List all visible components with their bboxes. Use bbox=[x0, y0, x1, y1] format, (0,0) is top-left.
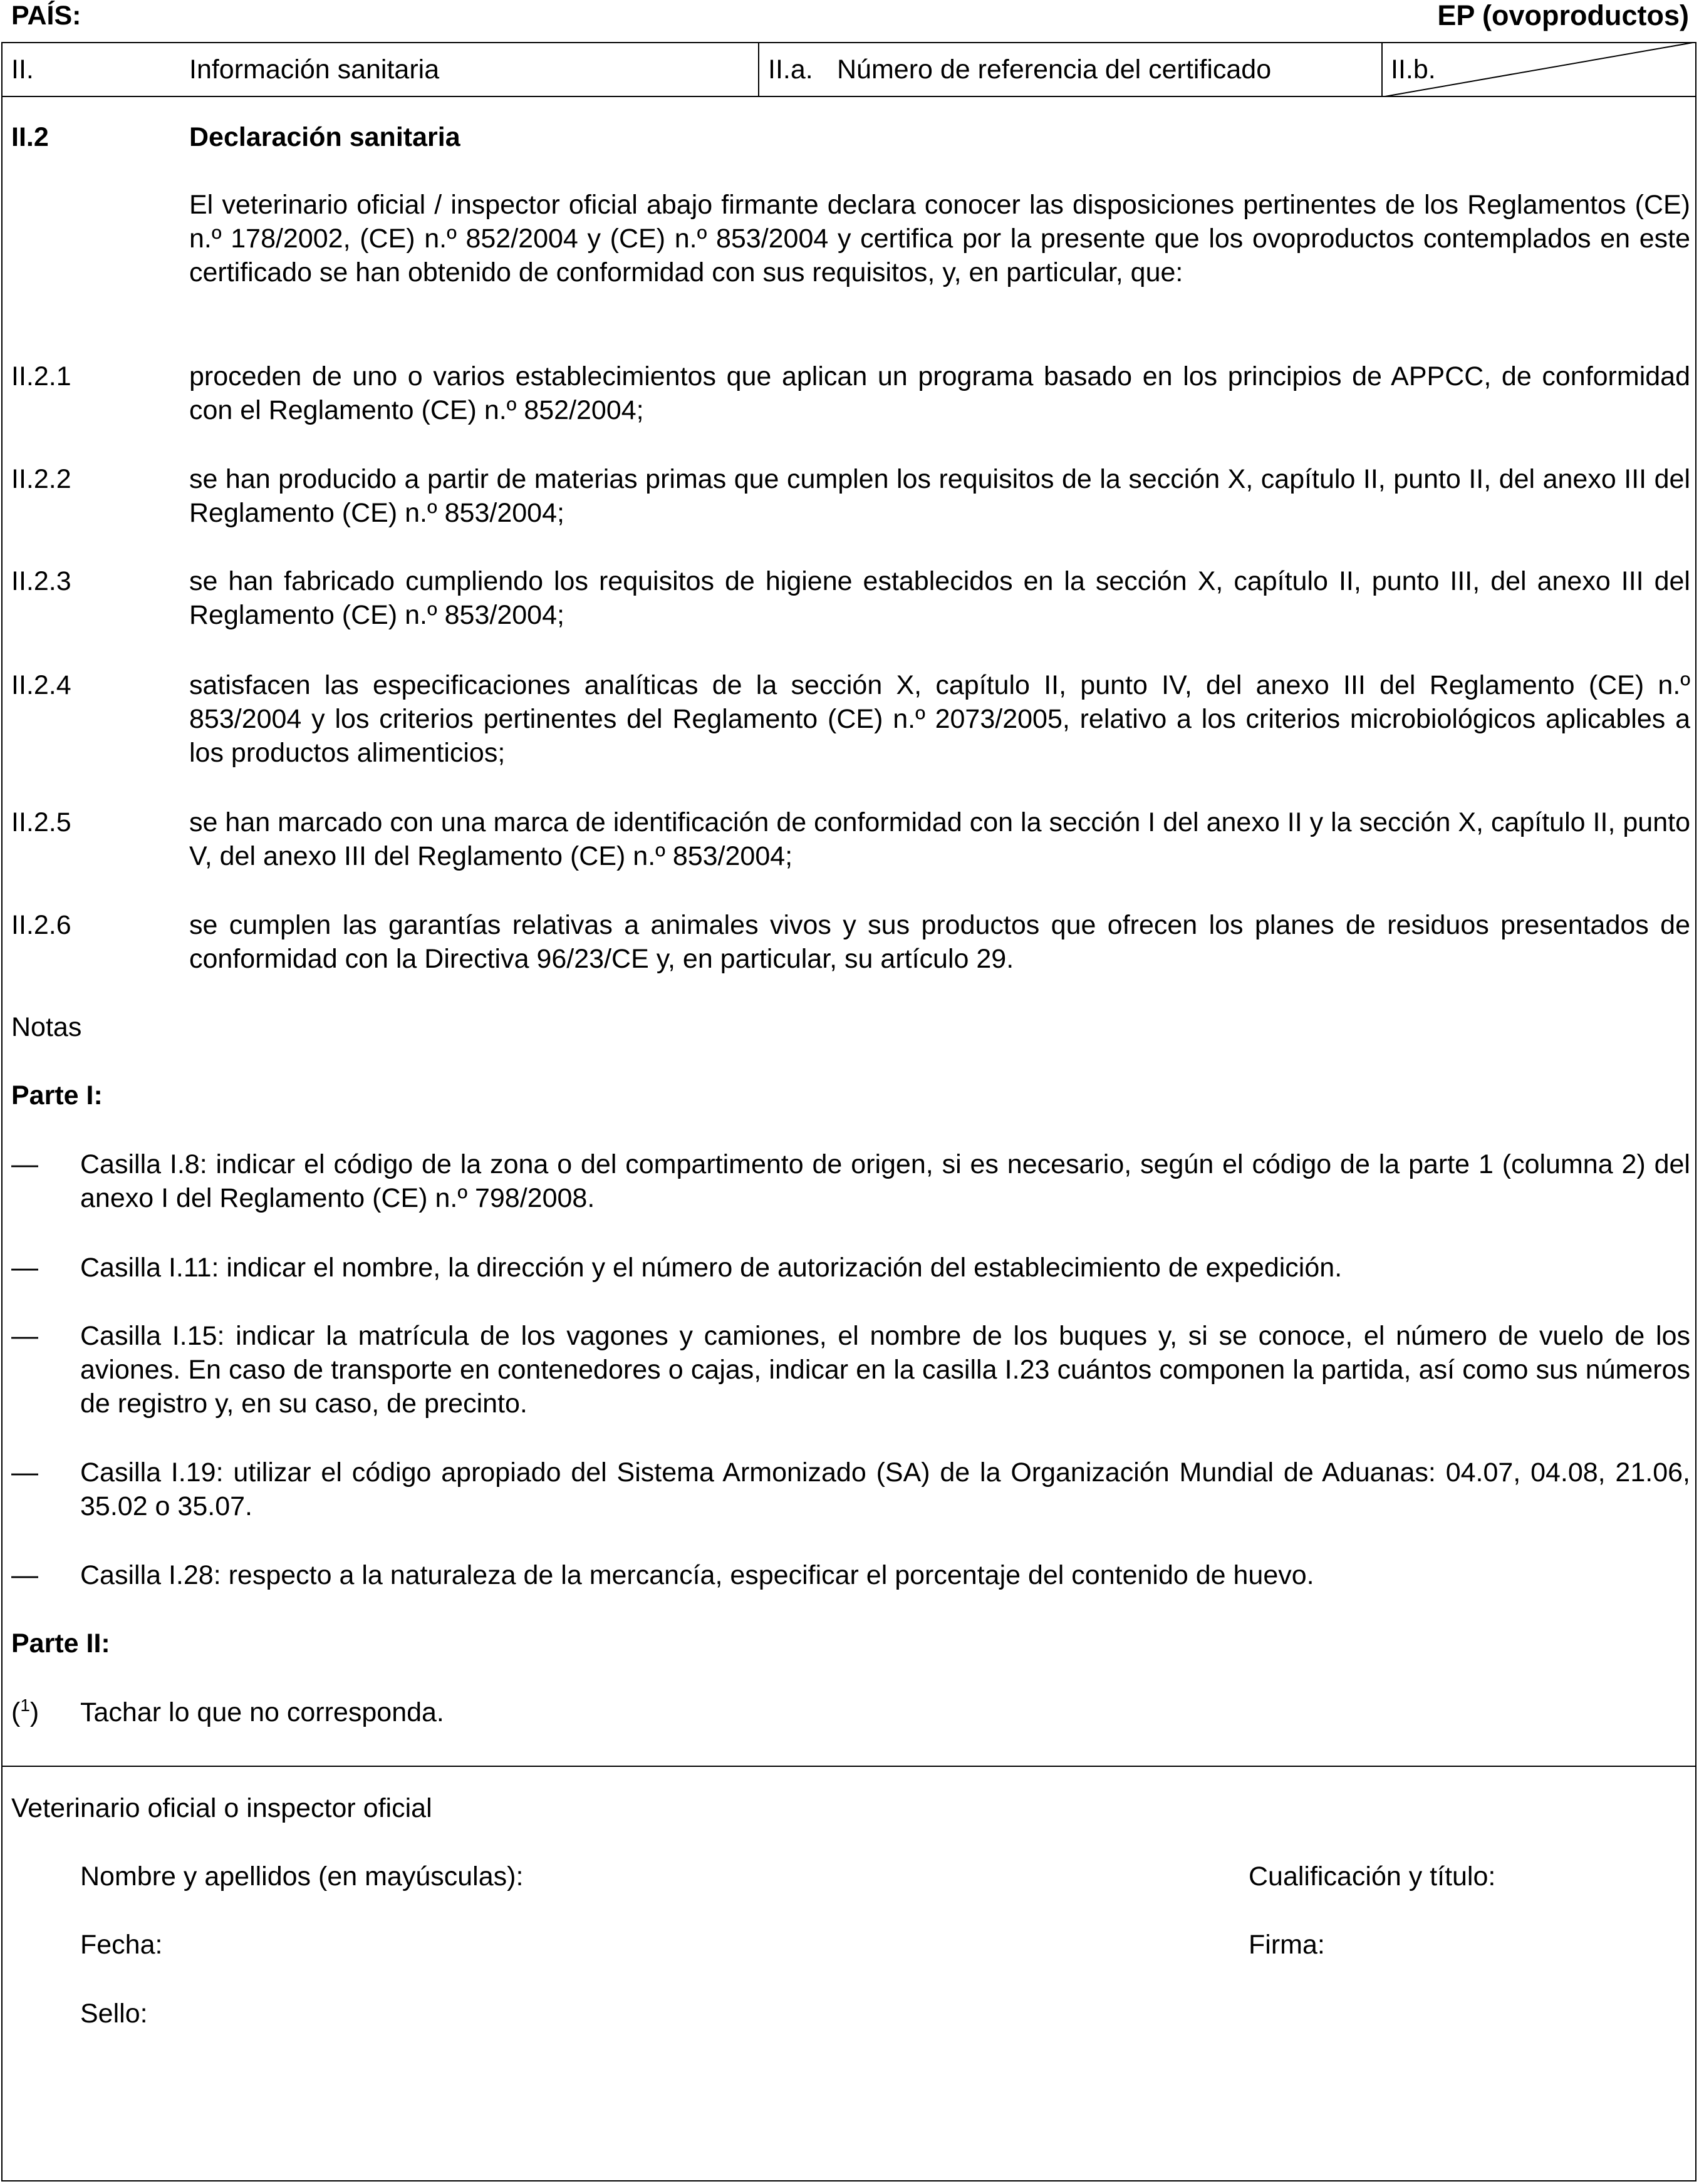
item-number: II.2.2 bbox=[11, 464, 71, 494]
part2-title: Parte II: bbox=[11, 1628, 110, 1659]
declaration-title: Declaración sanitaria bbox=[189, 122, 460, 152]
note-dash: — bbox=[11, 1149, 38, 1179]
part1-title: Parte I: bbox=[11, 1080, 103, 1110]
item-number: II.2.5 bbox=[11, 807, 71, 837]
name-label: Nombre y apellidos (en mayúsculas): bbox=[80, 1861, 524, 1892]
declaration-number: II.2 bbox=[11, 122, 49, 152]
country-label: PAÍS: bbox=[11, 1, 81, 31]
top-row-separator-a bbox=[758, 42, 759, 97]
note-item: Casilla I.15: indicar la matrícula de los vagones y camiones, el nombre de los buques y, si se conoce, el número de vuelo de los aviones. En caso de transporte en contenedores o cajas, indicar en la casilla I.23 cuántos componen la partida, así como sus números de registro y, en su caso, de precinto. bbox=[80, 1321, 1690, 1419]
item-text: se han fabricado cumpliendo los requisitos de higiene establecidos en la sección X, capítulo II, punto III, del anexo III del Reglamento (CE) n.º 853/2004; bbox=[189, 566, 1690, 630]
item-number: II.2.4 bbox=[11, 670, 71, 700]
item-text: proceden de uno o varios establecimientos que aplican un programa basado en los principios de APPCC, de conformidad con el Reglamento (CE) n.º 852/2004; bbox=[189, 361, 1690, 425]
section-title: Información sanitaria bbox=[189, 54, 440, 85]
note-dash: — bbox=[11, 1253, 38, 1283]
item-text: se cumplen las garantías relativas a animales vivos y sus productos que ofrecen los planes de residuos presentados de conformidad con la Directiva 96/23/CE y, en particular, su artículo 29. bbox=[189, 910, 1690, 974]
item-text: se han marcado con una marca de identificación de conformidad con la sección I del anexo II y la sección X, capítulo II, punto V, del anexo III del Reglamento (CE) n.º 853/2004; bbox=[189, 807, 1690, 871]
item-text: se han producido a partir de materias primas que cumplen los requisitos de la sección X, capítulo II, punto II, del anexo III del Reglamento (CE) n.º 853/2004; bbox=[189, 464, 1690, 528]
certificate-model: EP (ovoproductos) bbox=[1437, 0, 1689, 31]
declaration-intro: El veterinario oficial / inspector oficial abajo firmante declara conocer las disposiciones pertinentes de los Reglamentos (CE) n.º 178/2002, (CE) n.º 852/2004 y (CE) n.º 853/2004 y certifica por la presente que los ovoproductos contemplados en este certificado se han obtenido de conformidad con sus requisitos, y, en particular, que: bbox=[189, 190, 1690, 287]
note-item: Casilla I.8: indicar el código de la zona o del compartimento de origen, si es necesario, según el código de la parte 1 (columna 2) del anexo I del Reglamento (CE) n.º 798/2008. bbox=[80, 1149, 1690, 1213]
qualification-label: Cualificación y título: bbox=[1249, 1861, 1496, 1892]
ref-title: Número de referencia del certificado bbox=[837, 54, 1272, 85]
signature-divider bbox=[1, 1766, 1696, 1767]
note-item: Casilla I.28: respecto a la naturaleza de la mercancía, especificar el porcentaje del contenido de huevo. bbox=[80, 1560, 1314, 1590]
note-dash: — bbox=[11, 1457, 38, 1488]
ref-label: II.a. bbox=[768, 54, 813, 85]
item-text: satisfacen las especificaciones analíticas de la sección X, capítulo II, punto IV, del anexo III del Reglamento (CE) n.º 853/2004 y los criterios pertinentes del Reglamento (CE) n.º 2073/2005, relativo a los criterios microbiológicos aplicables a los productos alimenticios; bbox=[189, 670, 1690, 768]
footnote-text: Tachar lo que no corresponda. bbox=[80, 1697, 444, 1727]
note-dash: — bbox=[11, 1321, 38, 1351]
footnote-marker: ($^1$) bbox=[11, 1695, 39, 1727]
notes-title: Notas bbox=[11, 1012, 82, 1042]
section-number: II. bbox=[11, 54, 34, 85]
item-number: II.2.3 bbox=[11, 566, 71, 596]
note-item: Casilla I.19: utilizar el código apropiado del Sistema Armonizado (SA) de la Organización Mundial de Aduanas: 04.07, 04.08, 21.06, 35.02 o 35.07. bbox=[80, 1457, 1690, 1521]
item-number: II.2.1 bbox=[11, 361, 71, 391]
signature-title: Veterinario oficial o inspector oficial bbox=[11, 1793, 432, 1823]
stamp-label: Sello: bbox=[80, 1999, 148, 2029]
item-number: II.2.6 bbox=[11, 910, 71, 940]
note-dash: — bbox=[11, 1560, 38, 1590]
ref-b-label: II.b. bbox=[1391, 54, 1436, 85]
note-item: Casilla I.11: indicar el nombre, la dirección y el número de autorización del establecimiento de expedición. bbox=[80, 1253, 1343, 1283]
date-label: Fecha: bbox=[80, 1930, 163, 1960]
signature-label: Firma: bbox=[1249, 1930, 1325, 1960]
